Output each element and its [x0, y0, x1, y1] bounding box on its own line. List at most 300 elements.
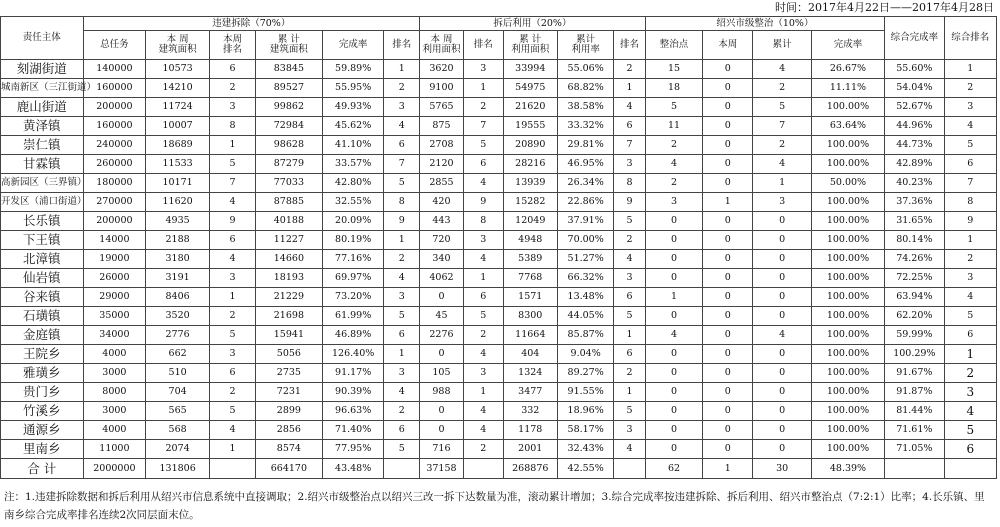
table-cell: 0 — [753, 269, 812, 288]
table-cell: 8406 — [146, 288, 210, 307]
table-cell: 33.32% — [557, 117, 613, 136]
table-cell: 4 — [384, 383, 420, 402]
entity-name: 谷来镇 — [1, 288, 84, 307]
subheader-cell: 累 计 建筑面积 — [255, 31, 322, 60]
table-cell: 3 — [209, 98, 255, 117]
table-cell: 38.58% — [557, 98, 613, 117]
table-cell: 704 — [146, 383, 210, 402]
table-cell: 0 — [703, 440, 753, 459]
table-cell: 100.00% — [811, 212, 884, 231]
table-cell: 10573 — [146, 60, 210, 79]
table-cell: 662 — [146, 345, 210, 364]
table-cell: 160000 — [83, 117, 146, 136]
table-cell — [384, 459, 420, 479]
overall-rate-cell: 55.60% — [885, 60, 945, 79]
table-cell: 4 — [463, 174, 503, 193]
table-cell: 4 — [209, 250, 255, 269]
subheader-cell: 本周 排名 — [209, 31, 255, 60]
table-cell: 10007 — [146, 117, 210, 136]
table-cell: 2 — [209, 307, 255, 326]
entity-name: 高新园区（三界镇） — [1, 174, 84, 193]
overall-rate-cell: 91.87% — [885, 383, 945, 402]
overall-rate-cell — [885, 459, 945, 479]
table-cell: 90.39% — [322, 383, 384, 402]
table-cell: 9 — [384, 212, 420, 231]
table-cell: 3 — [645, 193, 702, 212]
entity-name: 石璜镇 — [1, 307, 84, 326]
table-row — [1, 364, 997, 383]
table-row — [1, 136, 997, 155]
table-cell: 4948 — [503, 231, 557, 250]
table-cell: 0 — [703, 231, 753, 250]
table-cell: 45 — [420, 307, 464, 326]
table-cell: 3 — [209, 345, 255, 364]
table-cell: 15282 — [503, 193, 557, 212]
table-cell: 55.95% — [322, 79, 384, 98]
table-cell: 100.00% — [811, 98, 884, 117]
table-cell: 4 — [463, 345, 503, 364]
table-cell: 568 — [146, 421, 210, 440]
table-row — [1, 326, 997, 345]
table-cell: 2 — [645, 136, 702, 155]
table-cell: 6 — [384, 421, 420, 440]
table-cell: 131806 — [146, 459, 210, 479]
table-cell: 11724 — [146, 98, 210, 117]
subheader-cell: 完成率 — [811, 31, 884, 60]
table-cell: 2776 — [146, 326, 210, 345]
table-cell: 100.00% — [811, 345, 884, 364]
table-cell: 1 — [384, 345, 420, 364]
table-cell: 2 — [384, 402, 420, 421]
table-cell: 2120 — [420, 155, 464, 174]
table-cell: 0 — [645, 307, 702, 326]
table-cell: 0 — [703, 98, 753, 117]
table-cell: 44.05% — [557, 307, 613, 326]
table-cell: 0 — [420, 402, 464, 421]
table-cell: 0 — [703, 136, 753, 155]
table-cell: 100.00% — [811, 364, 884, 383]
table-cell: 0 — [753, 212, 812, 231]
overall-rate-cell: 74.26% — [885, 250, 945, 269]
table-cell: 100.00% — [811, 155, 884, 174]
table-cell: 48.39% — [811, 459, 884, 479]
table-cell: 4 — [645, 155, 702, 174]
overall-rank-cell: 5 — [944, 307, 996, 326]
table-cell: 41.10% — [322, 136, 384, 155]
table-cell: 0 — [645, 345, 702, 364]
table-cell: 3 — [463, 231, 503, 250]
overall-rate-cell: 71.61% — [885, 421, 945, 440]
table-cell: 1 — [614, 326, 645, 345]
subheader-cell: 排名 — [614, 31, 645, 60]
table-cell: 200000 — [83, 98, 146, 117]
subheader-cell: 排名 — [384, 31, 420, 60]
entity-name: 刻湖街道 — [1, 60, 84, 79]
table-cell: 26.67% — [811, 60, 884, 79]
table-cell: 85.87% — [557, 326, 613, 345]
table-cell: 21229 — [255, 288, 322, 307]
table-cell: 54975 — [503, 79, 557, 98]
table-cell: 340 — [420, 250, 464, 269]
table-cell: 63.64% — [811, 117, 884, 136]
entity-name: 贵门乡 — [1, 383, 84, 402]
table-cell: 4 — [753, 60, 812, 79]
table-cell: 6 — [463, 288, 503, 307]
overall-rank-cell: 3 — [944, 98, 996, 117]
table-cell: 3 — [384, 364, 420, 383]
table-cell: 0 — [703, 421, 753, 440]
table-cell: 77.95% — [322, 440, 384, 459]
progress-table — [0, 16, 997, 479]
table-cell: 0 — [753, 402, 812, 421]
table-cell: 77.16% — [322, 250, 384, 269]
table-cell: 1 — [384, 231, 420, 250]
table-cell: 1 — [703, 459, 753, 479]
table-cell: 2276 — [420, 326, 464, 345]
table-cell: 3 — [463, 364, 503, 383]
table-cell: 443 — [420, 212, 464, 231]
table-cell: 270000 — [83, 193, 146, 212]
table-cell: 13939 — [503, 174, 557, 193]
table-cell: 7 — [209, 174, 255, 193]
table-cell: 0 — [703, 117, 753, 136]
table-cell: 1 — [209, 136, 255, 155]
table-cell: 5 — [614, 307, 645, 326]
table-cell: 11664 — [503, 326, 557, 345]
table-cell: 5765 — [420, 98, 464, 117]
subheader-cell: 本 周 建筑面积 — [146, 31, 210, 60]
table-cell: 3000 — [83, 364, 146, 383]
overall-rank-cell: 2 — [944, 79, 996, 98]
table-cell: 2001 — [503, 440, 557, 459]
table-cell: 35000 — [83, 307, 146, 326]
entity-name: 开发区（浦口街道） — [1, 193, 84, 212]
table-cell: 200000 — [83, 212, 146, 231]
overall-rate-cell: 81.44% — [885, 402, 945, 421]
table-cell: 0 — [703, 212, 753, 231]
table-cell: 42.80% — [322, 174, 384, 193]
table-cell: 8 — [614, 174, 645, 193]
table-cell: 2 — [645, 174, 702, 193]
entity-name: 黄泽镇 — [1, 117, 84, 136]
overall-rank-cell: 6 — [944, 326, 996, 345]
table-cell: 180000 — [83, 174, 146, 193]
overall-rate-cell: 54.04% — [885, 79, 945, 98]
table-cell: 5 — [384, 174, 420, 193]
table-cell: 6 — [614, 345, 645, 364]
table-cell: 0 — [753, 364, 812, 383]
overall-rate-cell: 37.36% — [885, 193, 945, 212]
table-cell: 565 — [146, 402, 210, 421]
entity-name: 下王镇 — [1, 231, 84, 250]
overall-rank-cell: 4 — [944, 288, 996, 307]
table-cell: 70.00% — [557, 231, 613, 250]
col-responsible: 责任主体 — [1, 17, 84, 60]
table-cell: 100.00% — [811, 193, 884, 212]
table-row — [1, 307, 997, 326]
table-cell: 1 — [384, 60, 420, 79]
table-cell: 11000 — [83, 440, 146, 459]
overall-rank-cell: 8 — [944, 193, 996, 212]
table-cell: 20.09% — [322, 212, 384, 231]
overall-rank-cell: 1 — [944, 231, 996, 250]
table-cell: 77033 — [255, 174, 322, 193]
table-cell: 55.06% — [557, 60, 613, 79]
table-cell: 716 — [420, 440, 464, 459]
overall-rate-cell: 52.67% — [885, 98, 945, 117]
table-row — [1, 79, 997, 98]
subheader-cell: 本周 — [703, 31, 753, 60]
table-cell: 73.20% — [322, 288, 384, 307]
subheader-cell: 累 计 利用面积 — [503, 31, 557, 60]
table-cell: 5056 — [255, 345, 322, 364]
table-cell: 15941 — [255, 326, 322, 345]
table-cell: 96.63% — [322, 402, 384, 421]
table-cell: 140000 — [83, 60, 146, 79]
table-cell: 1 — [463, 383, 503, 402]
table-cell: 8300 — [503, 307, 557, 326]
table-cell: 4 — [384, 117, 420, 136]
entity-name: 里南乡 — [1, 440, 84, 459]
table-cell: 5 — [463, 136, 503, 155]
table-cell: 72984 — [255, 117, 322, 136]
table-cell: 32.55% — [322, 193, 384, 212]
table-row — [1, 288, 997, 307]
table-cell: 6 — [384, 326, 420, 345]
table-cell: 7 — [463, 117, 503, 136]
table-cell: 2 — [209, 383, 255, 402]
table-cell: 4 — [753, 326, 812, 345]
table-cell: 7231 — [255, 383, 322, 402]
table-cell: 100.00% — [811, 307, 884, 326]
table-cell: 7768 — [503, 269, 557, 288]
table-cell: 9100 — [420, 79, 464, 98]
table-cell: 3000 — [83, 402, 146, 421]
table-cell: 1 — [209, 288, 255, 307]
table-cell: 3520 — [146, 307, 210, 326]
entity-name: 王院乡 — [1, 345, 84, 364]
table-cell: 0 — [703, 60, 753, 79]
table-cell: 100.00% — [811, 326, 884, 345]
table-cell: 46.95% — [557, 155, 613, 174]
table-cell: 0 — [420, 345, 464, 364]
overall-rate-cell: 62.20% — [885, 307, 945, 326]
table-cell: 1 — [645, 288, 702, 307]
table-cell: 98628 — [255, 136, 322, 155]
table-cell: 5 — [463, 307, 503, 326]
table-cell: 50.00% — [811, 174, 884, 193]
table-row — [1, 212, 997, 231]
table-cell: 875 — [420, 117, 464, 136]
entity-name: 甘霖镇 — [1, 155, 84, 174]
overall-rate-cell: 44.73% — [885, 136, 945, 155]
overall-rank-cell: 1 — [944, 60, 996, 79]
overall-rank-cell: 6 — [944, 155, 996, 174]
report-period: 时间：2017年4月22日——2017年4月28日 — [775, 1, 994, 14]
table-cell: 0 — [753, 383, 812, 402]
table-cell: 1 — [463, 79, 503, 98]
overall-rate-cell: 42.89% — [885, 155, 945, 174]
table-cell: 14660 — [255, 250, 322, 269]
table-cell: 240000 — [83, 136, 146, 155]
table-cell: 420 — [420, 193, 464, 212]
table-cell: 49.93% — [322, 98, 384, 117]
entity-name: 竹溪乡 — [1, 402, 84, 421]
overall-rate-cell: 40.23% — [885, 174, 945, 193]
table-row — [1, 117, 997, 136]
table-cell: 4 — [614, 250, 645, 269]
table-cell: 2000000 — [83, 459, 146, 479]
table-cell — [614, 459, 645, 479]
table-cell: 0 — [753, 250, 812, 269]
table-cell: 3 — [384, 288, 420, 307]
table-cell: 6 — [209, 60, 255, 79]
table-cell: 51.27% — [557, 250, 613, 269]
table-cell: 29000 — [83, 288, 146, 307]
table-row — [1, 155, 997, 174]
table-cell: 2899 — [255, 402, 322, 421]
table-cell: 0 — [703, 288, 753, 307]
group-demolition: 违建拆除（70%） — [83, 17, 419, 31]
table-cell: 6 — [614, 288, 645, 307]
table-cell: 9 — [209, 212, 255, 231]
col-overall-rate: 综合完成率 — [885, 17, 945, 60]
table-cell: 87279 — [255, 155, 322, 174]
table-cell: 2856 — [255, 421, 322, 440]
table-cell: 988 — [420, 383, 464, 402]
table-cell: 100.00% — [811, 231, 884, 250]
table-cell: 13.48% — [557, 288, 613, 307]
overall-rate-cell: 71.05% — [885, 440, 945, 459]
table-cell: 2708 — [420, 136, 464, 155]
table-row — [1, 60, 997, 79]
table-cell: 26.34% — [557, 174, 613, 193]
table-cell: 11533 — [146, 155, 210, 174]
table-cell: 4 — [614, 98, 645, 117]
table-cell: 5 — [209, 155, 255, 174]
table-cell: 0 — [703, 326, 753, 345]
table-cell: 0 — [753, 231, 812, 250]
table-cell: 105 — [420, 364, 464, 383]
overall-rank-cell: 5 — [944, 136, 996, 155]
table-cell: 2855 — [420, 174, 464, 193]
table-cell: 0 — [753, 345, 812, 364]
table-cell: 100.00% — [811, 421, 884, 440]
table-cell: 59.89% — [322, 60, 384, 79]
table-cell: 15 — [645, 60, 702, 79]
table-cell: 9 — [614, 193, 645, 212]
table-cell: 7 — [753, 117, 812, 136]
overall-rank-cell: 3 — [944, 383, 996, 402]
table-cell: 4 — [614, 440, 645, 459]
table-cell: 4 — [463, 402, 503, 421]
table-cell: 0 — [645, 402, 702, 421]
table-cell: 0 — [703, 307, 753, 326]
table-cell: 6 — [463, 155, 503, 174]
table-cell: 4 — [645, 326, 702, 345]
table-cell: 89.27% — [557, 364, 613, 383]
table-cell: 100.00% — [811, 402, 884, 421]
entity-name: 通源乡 — [1, 421, 84, 440]
table-cell: 4 — [384, 269, 420, 288]
table-cell: 2 — [384, 79, 420, 98]
subheader-cell: 累计 利用率 — [557, 31, 613, 60]
table-cell: 5 — [384, 440, 420, 459]
table-cell: 0 — [703, 155, 753, 174]
table-cell: 0 — [703, 364, 753, 383]
table-cell: 5 — [645, 98, 702, 117]
table-cell: 32.43% — [557, 440, 613, 459]
table-cell: 46.89% — [322, 326, 384, 345]
table-cell: 1 — [614, 383, 645, 402]
table-cell: 3 — [614, 155, 645, 174]
table-cell: 3 — [753, 193, 812, 212]
table-cell: 37158 — [420, 459, 464, 479]
table-cell: 61.99% — [322, 307, 384, 326]
table-cell: 2 — [463, 326, 503, 345]
overall-rank-cell: 2 — [944, 364, 996, 383]
table-cell: 21698 — [255, 307, 322, 326]
table-cell: 45.62% — [322, 117, 384, 136]
table-cell: 18689 — [146, 136, 210, 155]
table-cell: 7 — [614, 136, 645, 155]
total-row — [1, 459, 997, 479]
table-cell: 4 — [753, 155, 812, 174]
total-label: 合 计 — [1, 459, 84, 479]
entity-name: 崇仁镇 — [1, 136, 84, 155]
table-cell: 4 — [463, 250, 503, 269]
table-cell: 0 — [645, 364, 702, 383]
table-cell: 19555 — [503, 117, 557, 136]
table-cell: 100.00% — [811, 250, 884, 269]
table-cell: 0 — [753, 307, 812, 326]
subheader-cell: 排名 — [463, 31, 503, 60]
table-cell: 0 — [753, 440, 812, 459]
subheader-cell: 完成率 — [322, 31, 384, 60]
table-cell: 100.00% — [811, 440, 884, 459]
table-cell: 126.40% — [322, 345, 384, 364]
table-cell: 3 — [209, 269, 255, 288]
table-cell: 4000 — [83, 421, 146, 440]
table-cell: 0 — [703, 269, 753, 288]
table-cell: 6 — [209, 364, 255, 383]
table-cell: 11.11% — [811, 79, 884, 98]
table-row — [1, 193, 997, 212]
overall-rank-cell: 4 — [944, 402, 996, 421]
table-cell: 18.96% — [557, 402, 613, 421]
table-row — [1, 231, 997, 250]
overall-rank-cell: 7 — [944, 174, 996, 193]
table-cell: 4935 — [146, 212, 210, 231]
entity-name: 鹿山街道 — [1, 98, 84, 117]
table-row — [1, 383, 997, 402]
table-cell: 2188 — [146, 231, 210, 250]
table-cell: 720 — [420, 231, 464, 250]
group-rectify: 绍兴市级整治（10%） — [645, 17, 884, 31]
table-cell: 42.55% — [557, 459, 613, 479]
table-cell: 14210 — [146, 79, 210, 98]
overall-rank-cell: 2 — [944, 250, 996, 269]
subheader-cell: 整治点 — [645, 31, 702, 60]
table-cell: 11227 — [255, 231, 322, 250]
table-cell: 62 — [645, 459, 702, 479]
table-cell: 1178 — [503, 421, 557, 440]
table-cell: 10171 — [146, 174, 210, 193]
entity-name: 长乐镇 — [1, 212, 84, 231]
table-cell: 9 — [463, 193, 503, 212]
table-cell: 30 — [753, 459, 812, 479]
table-cell: 4 — [209, 421, 255, 440]
